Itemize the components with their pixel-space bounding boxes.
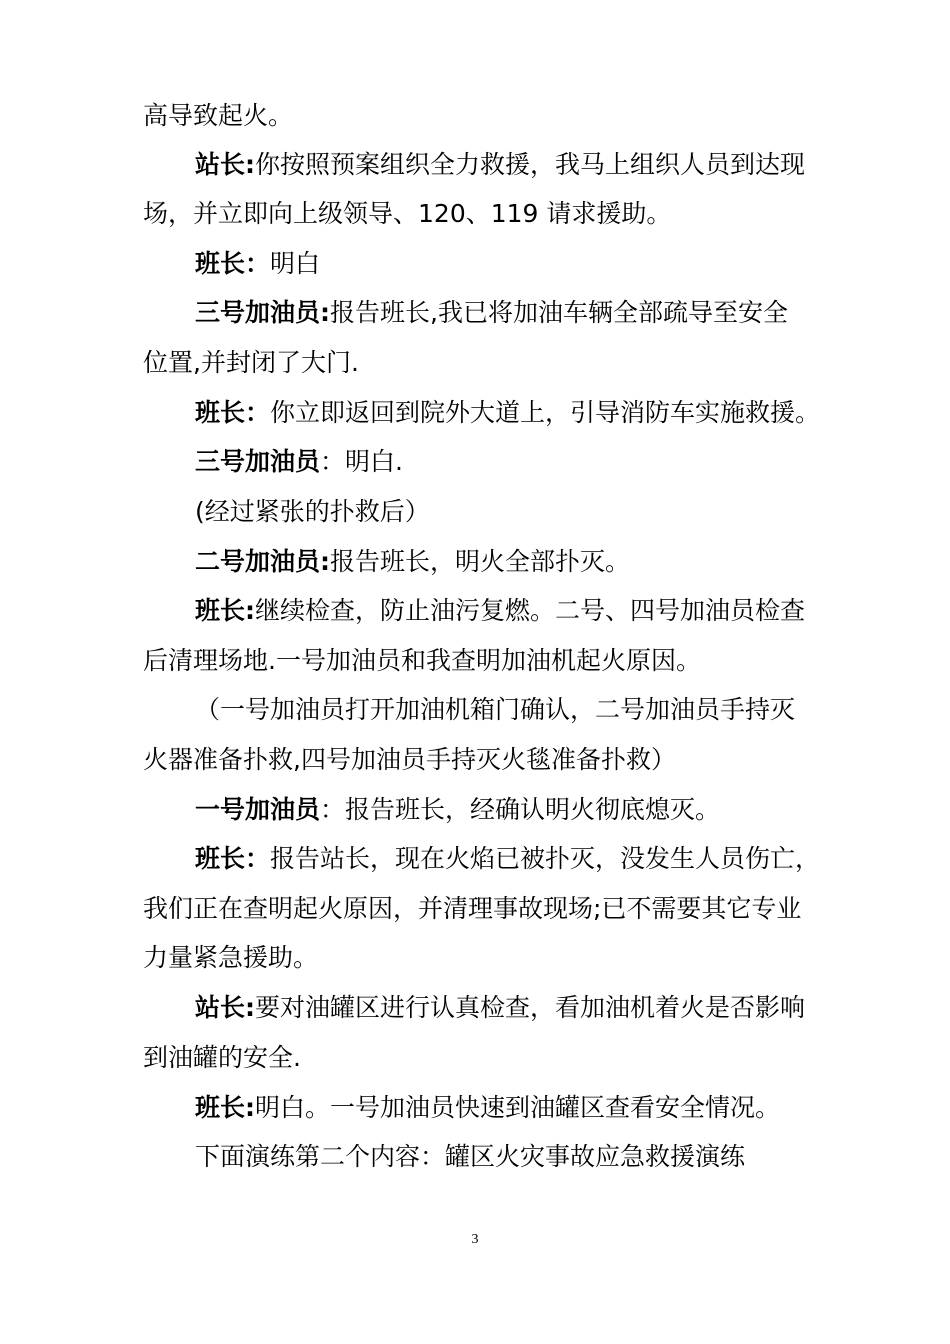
speaker-label: 二号加油员: [195,547,330,576]
text-line-13 [0,690,950,730]
text-line-11 [0,591,950,631]
line-text: 火器准备扑救,四号加油员手持灭火毯准备扑救） [143,745,676,774]
text-line-14 [0,740,950,780]
text-line-19 [0,988,950,1028]
text-line-3 [0,194,950,234]
line-text: （一号加油员打开加油机箱门确认，二号加油员手持灭 [195,695,796,724]
line-text: 位置,并封闭了大门. [143,348,359,377]
text-line-21 [0,1088,950,1128]
text-line-12 [0,641,950,681]
speaker-label: 站长: [195,150,255,179]
text-line-4 [0,244,950,284]
text-line-8 [0,442,950,482]
speaker-label: 班长: [195,596,255,625]
line-text: 你按照预案组织全力救援，我马上组织人员到达现 [255,150,806,179]
line-text: 到油罐的安全. [143,1043,301,1072]
text-line-22 [0,1137,950,1177]
speaker-label: 三号加油员: [195,298,330,327]
speaker-label: 一号加油员 [195,795,321,824]
line-text: 报告班长,我已将加油车辆全部疏导至安全 [330,298,788,327]
line-text: 继续检查，防止油污复燃。二号、四号加油员检查 [255,596,806,625]
speaker-label: 三号加油员 [195,447,321,476]
line-text: 报告班长，明火全部扑灭。 [330,547,631,576]
text-line-10 [0,542,950,582]
line-text: 你立即返回到院外大道上，引导消防车实施救援。 [270,398,821,427]
text-line-16 [0,839,950,879]
line-text: ：明白. [320,447,403,476]
text-line-7 [0,393,950,433]
line-text: 场，并立即向上级领导、120、119 请求援助。 [143,199,672,228]
line-text: 我们正在查明起火原因，并清理事故现场;已不需要其它专业 [143,894,802,923]
line-text: 明白 [270,249,321,278]
text-line-15 [0,790,950,830]
text-line-2 [0,145,950,185]
text-line-18 [0,938,950,978]
speaker-label: 班长: [195,1093,255,1122]
text-line-9 [0,492,950,532]
line-text: 明白。一号加油员快速到油罐区查看安全情况。 [255,1093,781,1122]
speaker-label: 班长： [195,844,271,873]
text-line-5 [0,293,950,333]
speaker-label: 站长: [195,993,255,1022]
line-text: 要对油罐区进行认真检查，看加油机着火是否影响 [255,993,806,1022]
line-text: 力量紧急援助。 [143,943,319,972]
speaker-label: 班长： [195,398,271,427]
text-line-6 [0,343,950,383]
line-text: ：报告班长，经确认明火彻底熄灭。 [320,795,721,824]
line-text: 下面演练第二个内容：罐区火灾事故应急救援演练 [195,1142,746,1171]
speaker-label: 班长： [195,249,271,278]
text-line-1 [0,96,950,136]
text-line-17 [0,889,950,929]
line-text: 后清理场地.一号加油员和我查明加油机起火原因。 [143,646,701,675]
text-line-20 [0,1038,950,1078]
page-number: 3 [471,1232,479,1247]
line-text: 高导致起火。 [143,101,294,130]
line-text: (经过紧张的扑救后） [195,497,430,526]
line-text: 报告站长，现在火焰已被扑灭，没发生人员伤亡， [270,844,821,873]
